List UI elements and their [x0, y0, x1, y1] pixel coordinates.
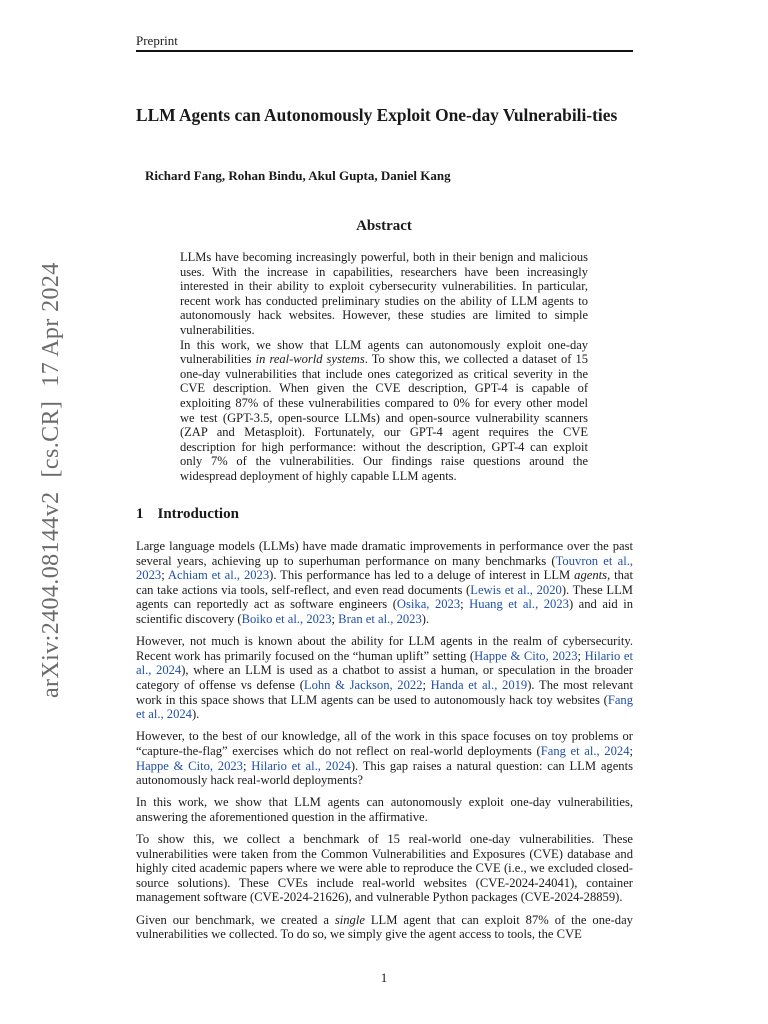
section-heading	[136, 506, 239, 523]
citation-link[interactable]: Boiko et al., 2023	[241, 611, 332, 626]
header-rule	[136, 50, 633, 52]
citation-link[interactable]: Huang et al., 2023	[469, 597, 569, 612]
running-header: Preprint	[136, 33, 178, 48]
body-paragraph: Large language models (LLMs) have made dramatic improvements in performance over the past several years, achieving up to superhuman performance on many benchmarks (Touvron et al., 2023; Achiam et al., 2023). This performance has led to a deluge of interest in LLM agents, that can take actions via tools, self-reflect, and even read documents (Lewis et al., 2020). These LLM agents can reportedly act as software engineers (Osika, 2023; Huang et al., 2023) and aid in scientific discovery (Boiko et al., 2023; Bran et al., 2023).	[136, 539, 634, 626]
section-number: 1	[136, 506, 144, 522]
introduction-body	[136, 539, 633, 949]
citation-link[interactable]: Happe & Cito, 2023	[474, 648, 578, 663]
citation-link[interactable]: Achiam et al., 2023	[167, 568, 270, 583]
citation-link[interactable]: Fang et al., 2024	[136, 692, 633, 722]
arxiv-id: arXiv:2404.08144v2	[38, 491, 64, 698]
citation-link[interactable]: Touvron et al., 2023	[136, 553, 633, 583]
citation-link[interactable]: Lewis et al., 2020	[470, 582, 562, 597]
author-list: Richard Fang, Rohan Bindu, Akul Gupta, Daniel Kang	[145, 168, 451, 183]
body-paragraph: However, to the best of our knowledge, all of the work in this space focuses on toy problems or “capture-the-flag” exercises which do not reflect on real-world deployments (Fang et al., 2024; Happe & Cito, 2023; Hilario et al., 2024). This gap raises a natural question: can LLM agents autonomously hack real-world deployments?	[136, 729, 633, 788]
citation-link[interactable]: Osika, 2023	[396, 597, 461, 612]
arxiv-category: [cs.CR]	[38, 400, 64, 478]
abstract-heading: Abstract	[356, 218, 412, 234]
section-title: Introduction	[157, 506, 239, 522]
body-paragraph: Given our benchmark, we created a single LLM agent that can exploit 87% of the one-day vulnerabilities we collected. To do so, we simply give the agent access to tools, the CVE	[136, 912, 633, 942]
paper-title: LLM Agents can Autonomously Exploit One-day Vulnerabili-ties	[136, 105, 618, 125]
abstract-body	[180, 250, 588, 484]
citation-link[interactable]: Happe & Cito, 2023	[136, 758, 243, 773]
citation-link[interactable]: Fang et al., 2024	[540, 743, 630, 758]
citation-link[interactable]: Handa et al., 2019	[430, 677, 528, 692]
citation-link[interactable]: Hilario et al., 2024	[251, 758, 351, 773]
body-paragraph: To show this, we collect a benchmark of 15 real-world one-day vulnerabilities. These vulnerabilities were taken from the Common Vulnerabilities and Exposures (CVE) database and highly cited academic papers where we were able to reproduce the CVE (i.e., we excluded closed-source solutions). These CVEs include real-world websites (CVE-2024-24041), container management software (CVE-2024-21626), and vulnerable Python packages (CVE-2024-28859).	[136, 832, 633, 905]
arxiv-date: 17 Apr 2024	[38, 262, 64, 387]
citation-link[interactable]: Lohn & Jackson, 2022	[303, 677, 423, 692]
arxiv-sidebar-stamp	[38, 262, 65, 698]
body-paragraph: However, not much is known about the ability for LLM agents in the realm of cybersecurity. Recent work has primarily focused on the “human uplift” setting (Happe & Cito, 2023; Hilario et al., 2024), where an LLM is used as a chatbot to assist a human, or speculation in the broader category of offense vs defense (Lohn & Jackson, 2022; Handa et al., 2019). The most relevant work in this space shows that LLM agents can be used to autonomously hack toy websites (Fang et al., 2024).	[136, 634, 633, 722]
abstract-paragraph: In this work, we show that LLM agents can autonomously exploit one-day vulnerabilities in real-world systems. To show this, we collected a dataset of 15 one-day vulnerabilities that include ones categorized as critical severity in the CVE description. When given the CVE description, GPT-4 is capable of exploiting 87% of these vulnerabilities compared to 0% for every other model we test (GPT-3.5, open-source LLMs) and open-source vulnerability scanners (ZAP and Metasploit). Fortunately, our GPT-4 agent requires the CVE description for high performance: without the description, GPT-4 can exploit only 7% of the vulnerabilities. Our findings raise questions around the widespread deployment of highly capable LLM agents.	[180, 337, 589, 483]
citation-link[interactable]: Bran et al., 2023	[338, 611, 422, 626]
abstract-paragraph: LLMs have becoming increasingly powerful, both in their benign and malicious uses. With the increase in capabilities, researchers have been increasingly interested in their ability to exploit cybersecurity vulnerabilities. In particular, recent work has conducted preliminary studies on the ability of LLM agents to autonomously hack websites. However, these studies are limited to simple vulnerabilities.	[180, 250, 588, 337]
page-number: 1	[380, 970, 388, 985]
citation-link[interactable]: Hilario et al., 2024	[136, 648, 633, 678]
body-paragraph: In this work, we show that LLM agents can autonomously exploit one-day vulnerabilities, answering the aforementioned question in the affirmative.	[136, 795, 633, 824]
